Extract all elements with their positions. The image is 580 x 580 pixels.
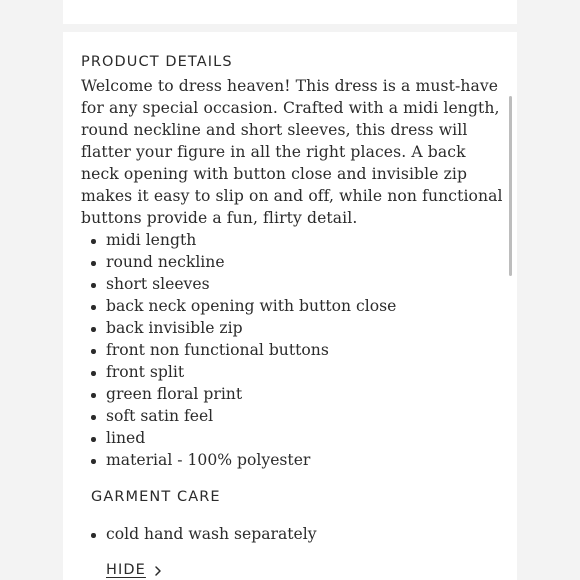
list-item: front split: [0, 361, 396, 383]
list-item: soft satin feel: [0, 405, 396, 427]
list-item: round neckline: [0, 251, 396, 273]
list-item: back invisible zip: [0, 317, 396, 339]
hide-toggle-button[interactable]: [106, 562, 163, 578]
list-item: green floral print: [0, 383, 396, 405]
scrollbar-thumb[interactable]: [509, 96, 512, 276]
previous-section-card: [63, 0, 517, 24]
list-item: short sleeves: [0, 273, 396, 295]
list-item: material - 100% polyester: [0, 449, 396, 471]
list-item: front non functional buttons: [0, 339, 396, 361]
list-item: lined: [0, 427, 396, 449]
list-item: midi length: [0, 229, 396, 251]
list-item: cold hand wash separately: [0, 523, 317, 545]
chevron-right-icon: [153, 564, 163, 576]
care-list: [0, 523, 317, 545]
garment-care-heading: GARMENT CARE: [91, 489, 221, 505]
feature-list: [0, 229, 396, 471]
product-details-heading: PRODUCT DETAILS: [81, 54, 233, 70]
list-item: back neck opening with button close: [0, 295, 396, 317]
product-description: Welcome to dress heaven! This dress is a must-have for any special occasion. Crafted with a midi length, round neckline and short sleeves, this dress will flatter your figure in all the right places. A back neck opening with button close and invisible zip makes it easy to slip on and off, while non functional buttons provide a fun, flirty detail.: [81, 77, 503, 227]
hide-toggle-label: HIDE: [106, 562, 146, 578]
